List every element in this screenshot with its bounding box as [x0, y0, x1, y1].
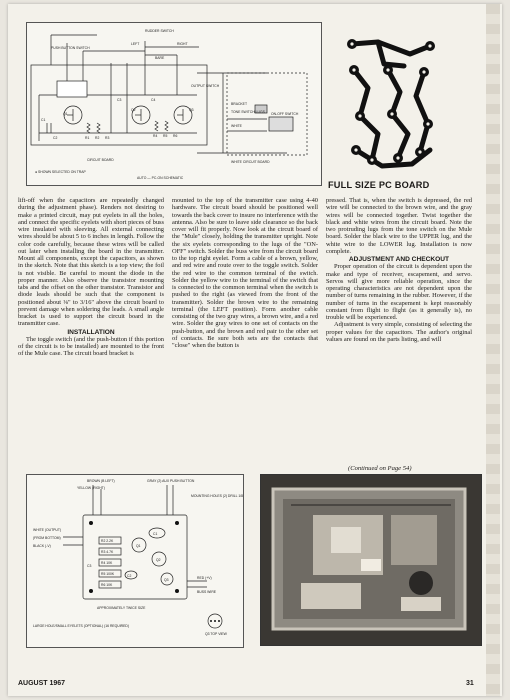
adjustment-heading: ADJUSTMENT AND CHECKOUT	[348, 256, 450, 263]
text-column-3	[326, 197, 472, 343]
white-label: WHITE	[231, 124, 242, 128]
on-off-switch-label: ON-OFF SWITCH	[271, 112, 299, 116]
c2-layout-label: C2	[127, 574, 132, 578]
pc-board-artwork	[338, 30, 442, 174]
r5-value: R5 100K	[101, 572, 115, 576]
q1-layout-label: Q1	[136, 544, 141, 548]
white-output-label: WHITE (OUTPUT)	[33, 528, 62, 532]
eyelets-label: LARGE HOLE/SMALL EYELETS (OPTIONAL) (16 REQUIRED)	[33, 624, 129, 628]
column-1-paragraph-1: lift-off when the capacitors are repeatedly changed during the adjustment phase). Renders not desiring to make a printed circuit, may put eyelets in all the holes, and connect the specific eyelets with short pieces of buss wire insulated with sleeving. All external connecting wires should be about 5 to 6 inches in length. Follow the color code carefully, because these wires will be called out later when installing the board in the transmitter. Mount all components, except the capacitors, as shown in the sketch. Note that this sketch is a top view; the foil is not visible. Be careful to mount the diode in the proper manner. Also observe the transistor mounting tabs and the offset on the other transistor. Transistor and diode leads should be such that the component is positioned about ⅛" to 3/16" above the circuit board to prevent damage when soldering the leads. A small angle bracket is used to support the circuit board in the transmitter case.	[18, 197, 164, 328]
schematic-title: AUTO — PC-ON SCHEMATIC	[137, 176, 184, 180]
bracket-label: BRACKET	[231, 102, 248, 106]
c3-label: C3	[117, 98, 122, 102]
schematic-figure	[26, 22, 322, 186]
r6-value: R6 10K	[101, 583, 113, 587]
shown-selected-label: ● SHOWN SELECTED ON TRAP	[35, 170, 86, 174]
r1-label: R1	[85, 136, 90, 140]
q3-label: Q3	[189, 108, 194, 112]
r5-label: R5	[163, 134, 168, 138]
bare-label: BARE	[155, 56, 165, 60]
column-1-paragraph-2: The toggle switch (and the push-button if this portion of the circuit is to be installed) are mounted to the front of the Mule case. The circuit board bracket is	[18, 335, 164, 358]
red-plus-label: RED (+V)	[197, 576, 212, 580]
schematic-drawing	[27, 23, 321, 185]
transmitter-interior-photo	[260, 474, 482, 646]
text-column-1	[18, 197, 164, 358]
installation-heading: INSTALLATION	[67, 328, 115, 336]
c1-label: C1	[41, 118, 46, 122]
r4-value: R4 10K	[101, 561, 113, 565]
white-circuit-board-label: WHITE CIRCUIT BOARD	[231, 160, 270, 164]
tone-switch-lugs-label: TONE SWITCH LUGS	[231, 110, 265, 114]
magazine-page	[8, 4, 502, 696]
layout-board-outline	[83, 515, 187, 599]
footer-date: AUGUST 1967	[18, 680, 66, 687]
on-off-switch-symbol	[269, 117, 293, 131]
black-label: BLACK (-V)	[33, 544, 51, 548]
rudder-switch-label: RUDDER SWITCH	[145, 29, 174, 33]
binder-edge	[486, 4, 500, 696]
page-number: 31	[466, 680, 474, 687]
column-3-paragraph-3: Adjustment is very simple, consisting of selecting the proper values for the capacitors. The author's original values are found on the parts listing, and will	[326, 321, 472, 343]
q2-layout-label: Q2	[156, 558, 161, 562]
yellow-right-label: YELLOW (RIGHT)	[77, 486, 105, 490]
gray-aux-label: GRAY (2) AUX PUSH BUTTON	[147, 479, 195, 483]
brown-left-label: BROWN (B LEFT)	[87, 479, 115, 483]
component-layout-figure	[26, 474, 244, 648]
continued-note: (Continued on Page 54)	[348, 465, 412, 472]
column-3-paragraph-1: pressed. That is, when the switch is depressed, the red wire will be connected to the brown wire, and the gray wires will be connected together. Twist together the black and white wires from the circuit board. Note the two protruding lugs from the tone switch on the Mule board. Solder the black wire to the UPPER lug, and the white wire to the LOWER lug. Installation is now complete.	[326, 197, 472, 255]
q1-label: Q1	[63, 112, 68, 116]
c3-layout-label: C3	[87, 564, 92, 568]
text-column-2	[172, 197, 318, 349]
column-3-paragraph-2: Proper operation of the circuit is dependent upon the make and type of receiver, escapement, and servo. Servos will give more reliable operation, since the operating characteristics are not dependent upon the number of turns remaining in the rubber. However, if the number of turns in the escapement is kept reasonably constant from flight to flight (as it generally is), no trouble will be experienced.	[326, 263, 472, 321]
output-switch-label: OUTPUT SWITCH	[191, 84, 220, 88]
right-label: RIGHT	[177, 42, 188, 46]
from-bottom-label: (FROM BOTTOM)	[33, 536, 61, 540]
c4-label: C4	[151, 98, 156, 102]
q3-top-view-label: Q3 TOP VIEW	[205, 632, 227, 636]
r4-label: R4	[153, 134, 158, 138]
q3-layout-label: Q3	[164, 578, 169, 582]
r3-label: R3	[105, 136, 110, 140]
column-2-paragraph-1: mounted to the top of the transmitter case using 4-40 hardware. The circuit board should be positioned well towards the back cover to insure no interference with the antenna. Also be sure to leave side clearance so the back cover will fit properly. Now look at the circuit board of the "Mule" closely, holding the transmitter upright. Note the six eyelets corresponding to the lugs of the "ON-OFF" switch. Solder the buss wire from the circuit board to the top right eyelet. Form a cable of a brown, yellow, and red wire and route over to the toggle switch. Solder the red wire to the common terminal of the switch. Solder the yellow wire to the terminal of the switch that is connected to the common terminal when the switch is pushed to the right (as viewed from the front of the transmitter). Solder the brown wire to the remaining terminal (the LEFT position). Form another cable consisting of the two gray wires, a brown wire, and a red wire. Solder the gray wires to one set of contacts on the push-button, and the brown and red pair to the other set of contacts. Be sure both sets are the contacts that "close" when the button is	[172, 197, 318, 349]
c2-label: C2	[53, 136, 58, 140]
twice-size-label: APPROXIMATELY TWICE SIZE	[97, 606, 146, 610]
buss-wire-label: BUSS WIRE	[197, 590, 217, 594]
q2-label: Q2	[131, 108, 136, 112]
pc-board-caption: FULL SIZE PC BOARD	[328, 180, 430, 190]
c1-layout-label: C1	[153, 532, 158, 536]
mounting-holes-label: MOUNTING HOLES (2) DRILL 1/8	[191, 494, 243, 498]
r2-label: R2	[95, 136, 100, 140]
left-label: LEFT	[131, 42, 140, 46]
r2-value: R2 2.2K	[101, 539, 114, 543]
r6-label: R6	[173, 134, 178, 138]
r3-value: R3 4.7K	[101, 550, 114, 554]
circuit-board-label: CIRCUIT BOARD	[87, 158, 114, 162]
push-button-label: PUSH BUTTON SWITCH	[51, 46, 90, 50]
